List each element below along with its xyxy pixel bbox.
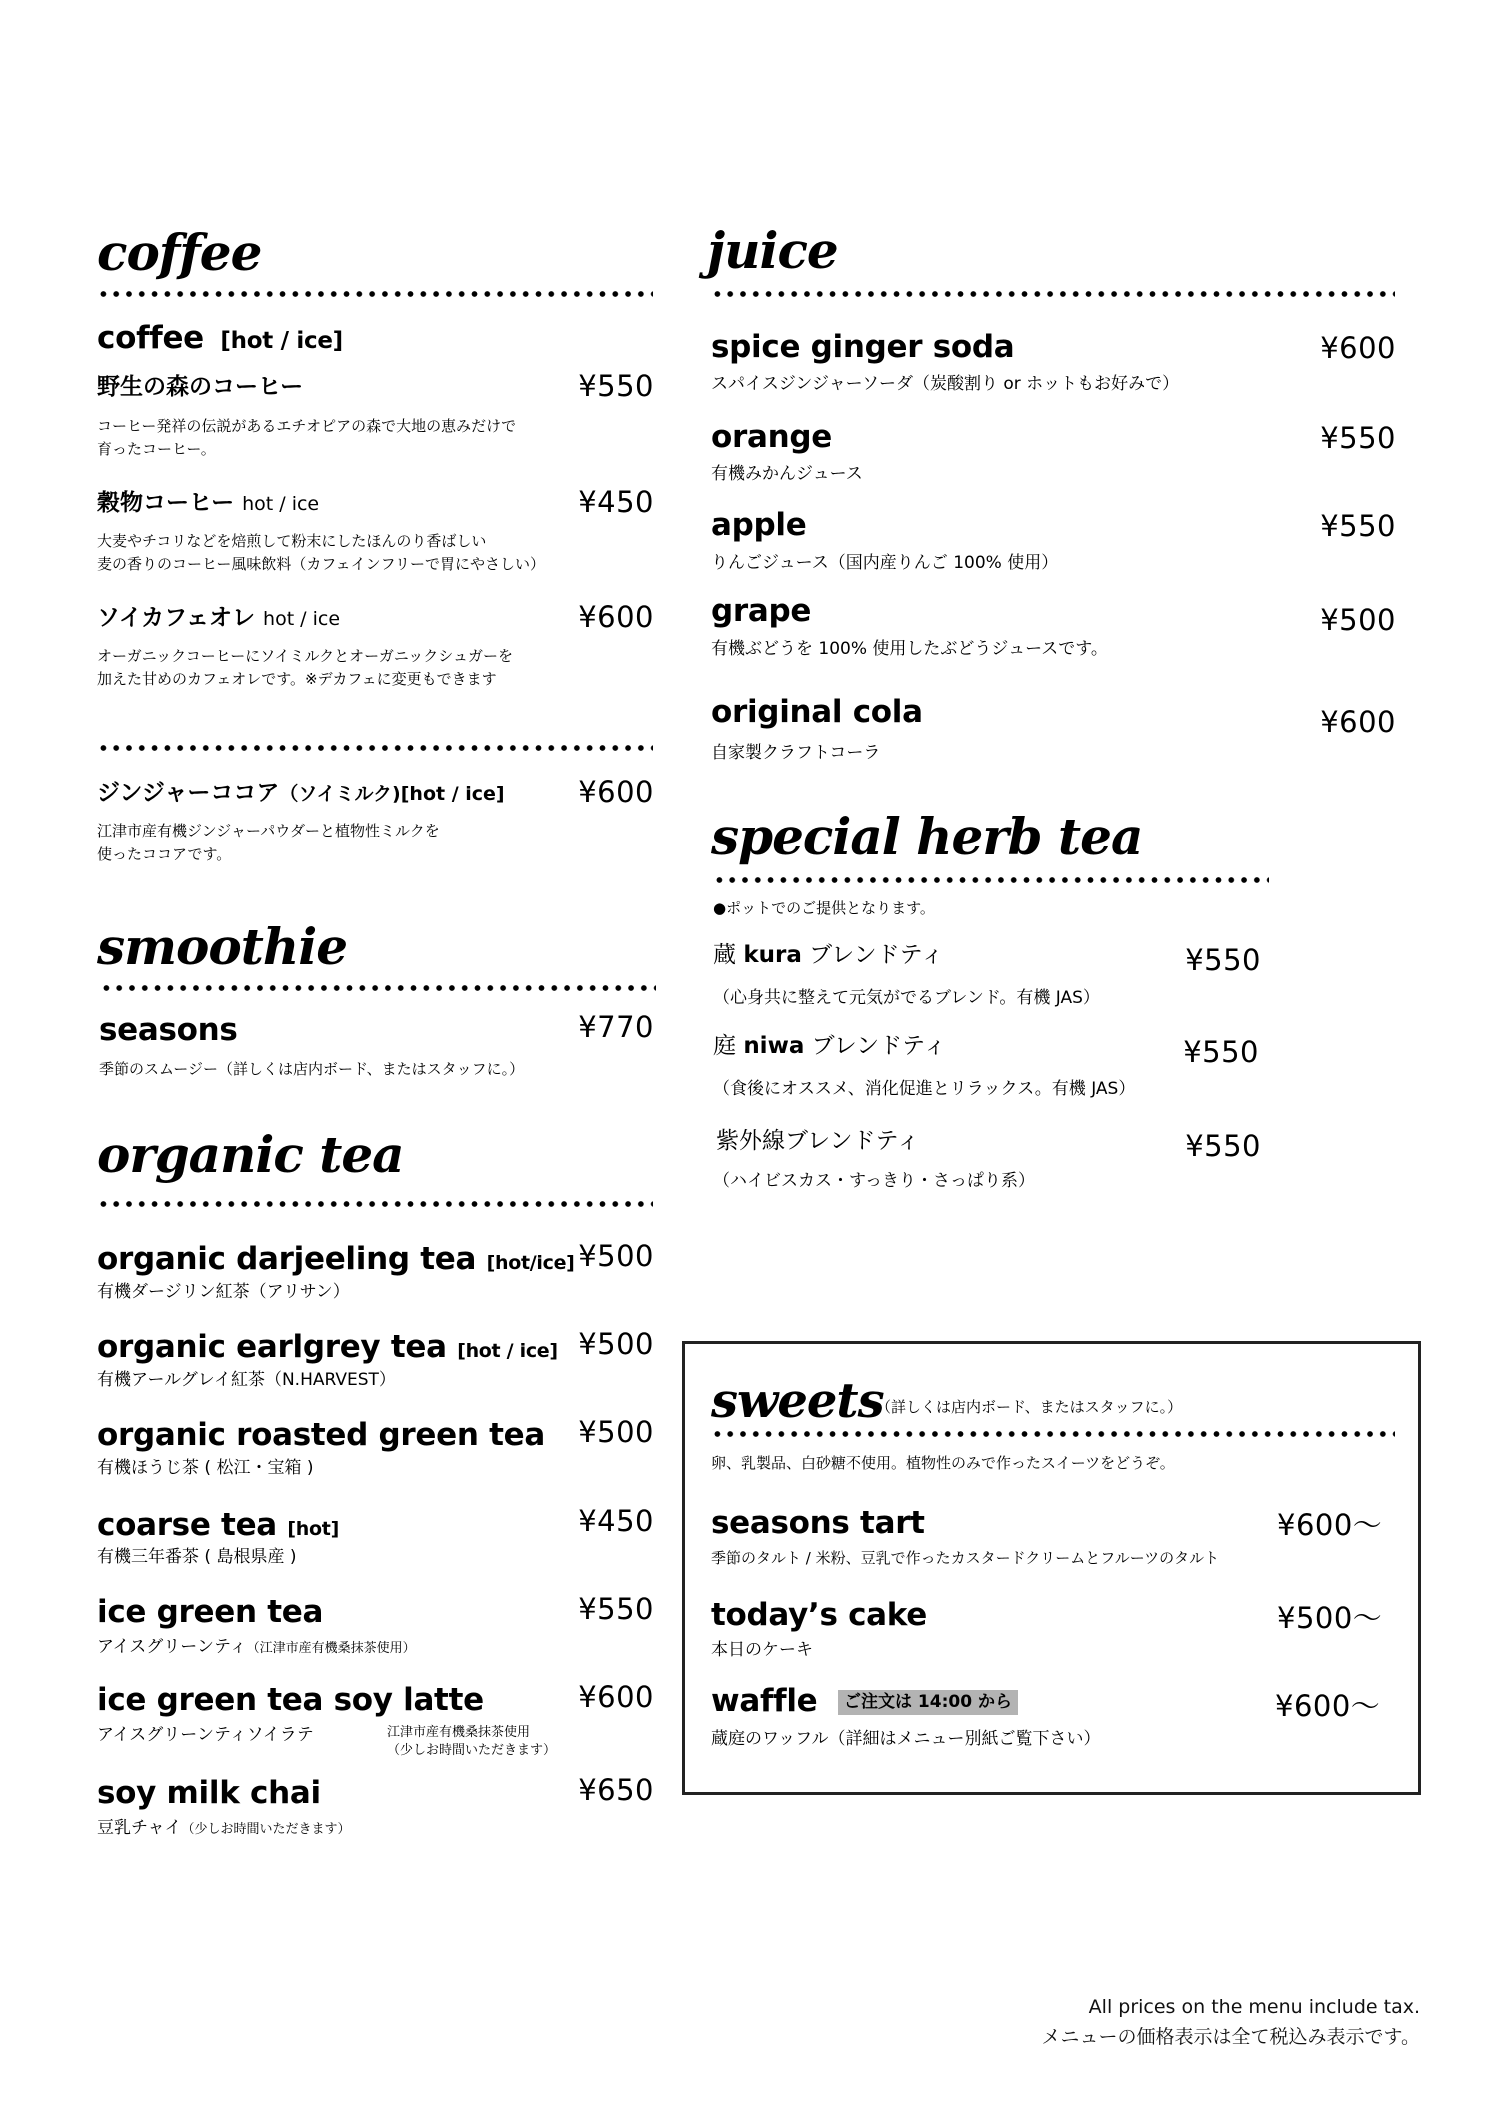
sweets-title-note: （詳しくは店内ボード、またはスタッフに。）: [876, 1398, 1183, 1416]
sweets-section-title: sweets: [711, 1373, 884, 1429]
herb-tea-note: ●ポットでのご提供となります。: [713, 899, 935, 917]
menu-item-name: waffle: [711, 1683, 818, 1719]
menu-item-price: ¥600: [578, 1680, 654, 1714]
menu-item-price: ¥650: [578, 1773, 654, 1807]
menu-item-name: seasons tart: [711, 1505, 925, 1541]
menu-item-description: アイスグリーンティソイラテ: [97, 1725, 314, 1745]
menu-item-description: アイスグリーンティ（江津市産有機桑抹茶使用）: [97, 1637, 416, 1657]
menu-item-name: apple: [711, 507, 807, 543]
sweets-intro: 卵、乳製品、白砂糖不使用。植物性のみで作ったスイーツをどうぞ。: [711, 1454, 1175, 1472]
menu-item-name: organic darjeeling tea [hot/ice]: [97, 1241, 575, 1277]
coffee-subheading: [97, 320, 343, 356]
menu-item-description: 有機ぶどうを 100% 使用したぶどうジュースです。: [711, 639, 1108, 659]
menu-item-description: りんごジュース（国内産りんご 100% 使用）: [711, 553, 1059, 573]
menu-item-price: ¥500: [578, 1239, 654, 1273]
menu-item-price: ¥450: [578, 485, 654, 519]
menu-item-description: 季節のスムージー（詳しくは店内ボード、またはスタッフに。）: [99, 1060, 525, 1078]
dotted-divider: [711, 1430, 1395, 1438]
dotted-divider: [97, 1200, 653, 1208]
dotted-divider: [713, 876, 1269, 884]
smoothie-section-title: smoothie: [97, 917, 348, 976]
menu-item-price: ¥500〜: [1277, 1601, 1383, 1635]
menu-item-description: 自家製クラフトコーラ: [711, 743, 881, 763]
menu-item-description: 蔵庭のワッフル（詳細はメニュー別紙ご覧下さい）: [711, 1729, 1101, 1749]
menu-item-name: ジンジャーココア（ソイミルク)[hot / ice]: [97, 780, 505, 806]
menu-item-description: （心身共に整えて元気がでるブレンド。有機 JAS）: [713, 988, 1100, 1008]
menu-item-name: soy milk chai: [97, 1775, 321, 1811]
menu-item-price: ¥550: [1185, 943, 1261, 977]
menu-item-price: ¥600〜: [1277, 1508, 1383, 1542]
menu-item-price: ¥550: [1185, 1129, 1261, 1163]
menu-item-description: コーヒー発祥の伝説があるエチオピアの森で大地の恵みだけで 育ったコーヒー。: [97, 417, 517, 458]
menu-item-name: orange: [711, 419, 832, 455]
menu-item-price: ¥500: [578, 1327, 654, 1361]
menu-item-name: original cola: [711, 694, 923, 730]
menu-item-name: ice green tea: [97, 1594, 324, 1630]
menu-item-name: today’s cake: [711, 1597, 928, 1633]
coffee-subheading-tag: [hot / ice]: [220, 328, 343, 354]
menu-item-price: ¥770: [578, 1010, 654, 1044]
waffle-order-time-badge: ご注文は 14:00 から: [838, 1690, 1018, 1715]
tax-notice-jp: メニューの価格表示は全て税込み表示です。: [1041, 2026, 1420, 2049]
menu-item-description: 有機アールグレイ紅茶（N.HARVEST）: [97, 1370, 396, 1390]
menu-item-description: 有機ほうじ茶 ( 松江・宝箱 ): [97, 1458, 314, 1478]
menu-item-description: オーガニックコーヒーにソイミルクとオーガニックシュガーを 加えた甘めのカフェオレです。※デカフェに変更もできます: [97, 647, 513, 688]
menu-item-price: ¥550: [1320, 509, 1396, 543]
menu-item-description: 江津市産有機ジンジャーパウダーと植物性ミルクを 使ったココアです。: [97, 822, 440, 863]
tax-notice-en: All prices on the menu include tax.: [1088, 1996, 1420, 2018]
juice-section-title: juice: [707, 221, 838, 280]
menu-item-description: 本日のケーキ: [711, 1640, 813, 1660]
menu-item-price: ¥600〜: [1275, 1689, 1381, 1723]
menu-item-price: ¥600: [1320, 331, 1396, 365]
menu-item-name: organic earlgrey tea [hot / ice]: [97, 1329, 558, 1365]
menu-item-price: ¥550: [1183, 1035, 1259, 1069]
menu-item-price: ¥600: [578, 600, 654, 634]
menu-item-price: ¥550: [1320, 421, 1396, 455]
organic-tea-section-title: organic tea: [97, 1125, 404, 1184]
menu-item-description: 有機ダージリン紅茶（アリサン）: [97, 1282, 350, 1302]
dotted-divider: [711, 290, 1395, 298]
menu-item-description: （ハイビスカス・すっきり・さっぱり系）: [713, 1171, 1035, 1191]
tax-notice: [1042, 1992, 1420, 2053]
menu-item-name: 庭 niwa ブレンドティ: [713, 1033, 947, 1059]
menu-item-name: 紫外線ブレンドティ: [716, 1128, 920, 1154]
menu-item-price: ¥600: [1320, 705, 1396, 739]
menu-item-name: 穀物コーヒー hot / ice: [97, 490, 320, 516]
dotted-divider: [97, 744, 653, 752]
herb-tea-section-title: special herb tea: [711, 807, 1143, 866]
dotted-divider: [97, 290, 653, 298]
menu-item-description: 有機みかんジュース: [711, 464, 863, 484]
menu-item-name: coarse tea [hot]: [97, 1507, 339, 1543]
menu-item-price: ¥600: [578, 775, 654, 809]
menu-item-name: 野生の森のコーヒー: [97, 374, 304, 400]
menu-item-price: ¥550: [578, 1592, 654, 1626]
menu-item-note: 江津市産有機桑抹茶使用 （少しお時間いただきます）: [387, 1725, 557, 1758]
menu-item-price: ¥500: [578, 1415, 654, 1449]
menu-item-name: spice ginger soda: [711, 329, 1015, 365]
menu-item-description: スパイスジンジャーソーダ（炭酸割り or ホットもお好みで）: [711, 374, 1180, 394]
dotted-divider: [100, 984, 656, 992]
menu-item-description: （食後にオススメ、消化促進とリラックス。有機 JAS）: [713, 1079, 1136, 1099]
coffee-subheading-label: coffee: [97, 320, 204, 356]
menu-item-description: 有機三年番茶 ( 島根県産 ): [97, 1547, 297, 1567]
coffee-section-title: coffee: [97, 223, 262, 282]
menu-item-name: ice green tea soy latte: [97, 1682, 484, 1718]
menu-item-description: 大麦やチコリなどを焙煎して粉末にしたほんのり香ばしい 麦の香りのコーヒー風味飲料（カフェインフリーで胃にやさしい）: [97, 532, 546, 573]
menu-item-name: organic roasted green tea: [97, 1417, 545, 1453]
menu-item-description: 季節のタルト / 米粉、豆乳で作ったカスタードクリームとフルーツのタルト: [711, 1549, 1220, 1567]
menu-item-name: ソイカフェオレ hot / ice: [97, 605, 341, 631]
menu-item-name: 蔵 kura ブレンドティ: [713, 942, 944, 968]
menu-item-description: 豆乳チャイ（少しお時間いただきます）: [97, 1818, 351, 1838]
menu-item-price: ¥500: [1320, 603, 1396, 637]
menu-item-price: ¥550: [578, 369, 654, 403]
menu-item-name: grape: [711, 593, 812, 629]
menu-item-price: ¥450: [578, 1504, 654, 1538]
menu-item-name: seasons: [99, 1012, 238, 1048]
